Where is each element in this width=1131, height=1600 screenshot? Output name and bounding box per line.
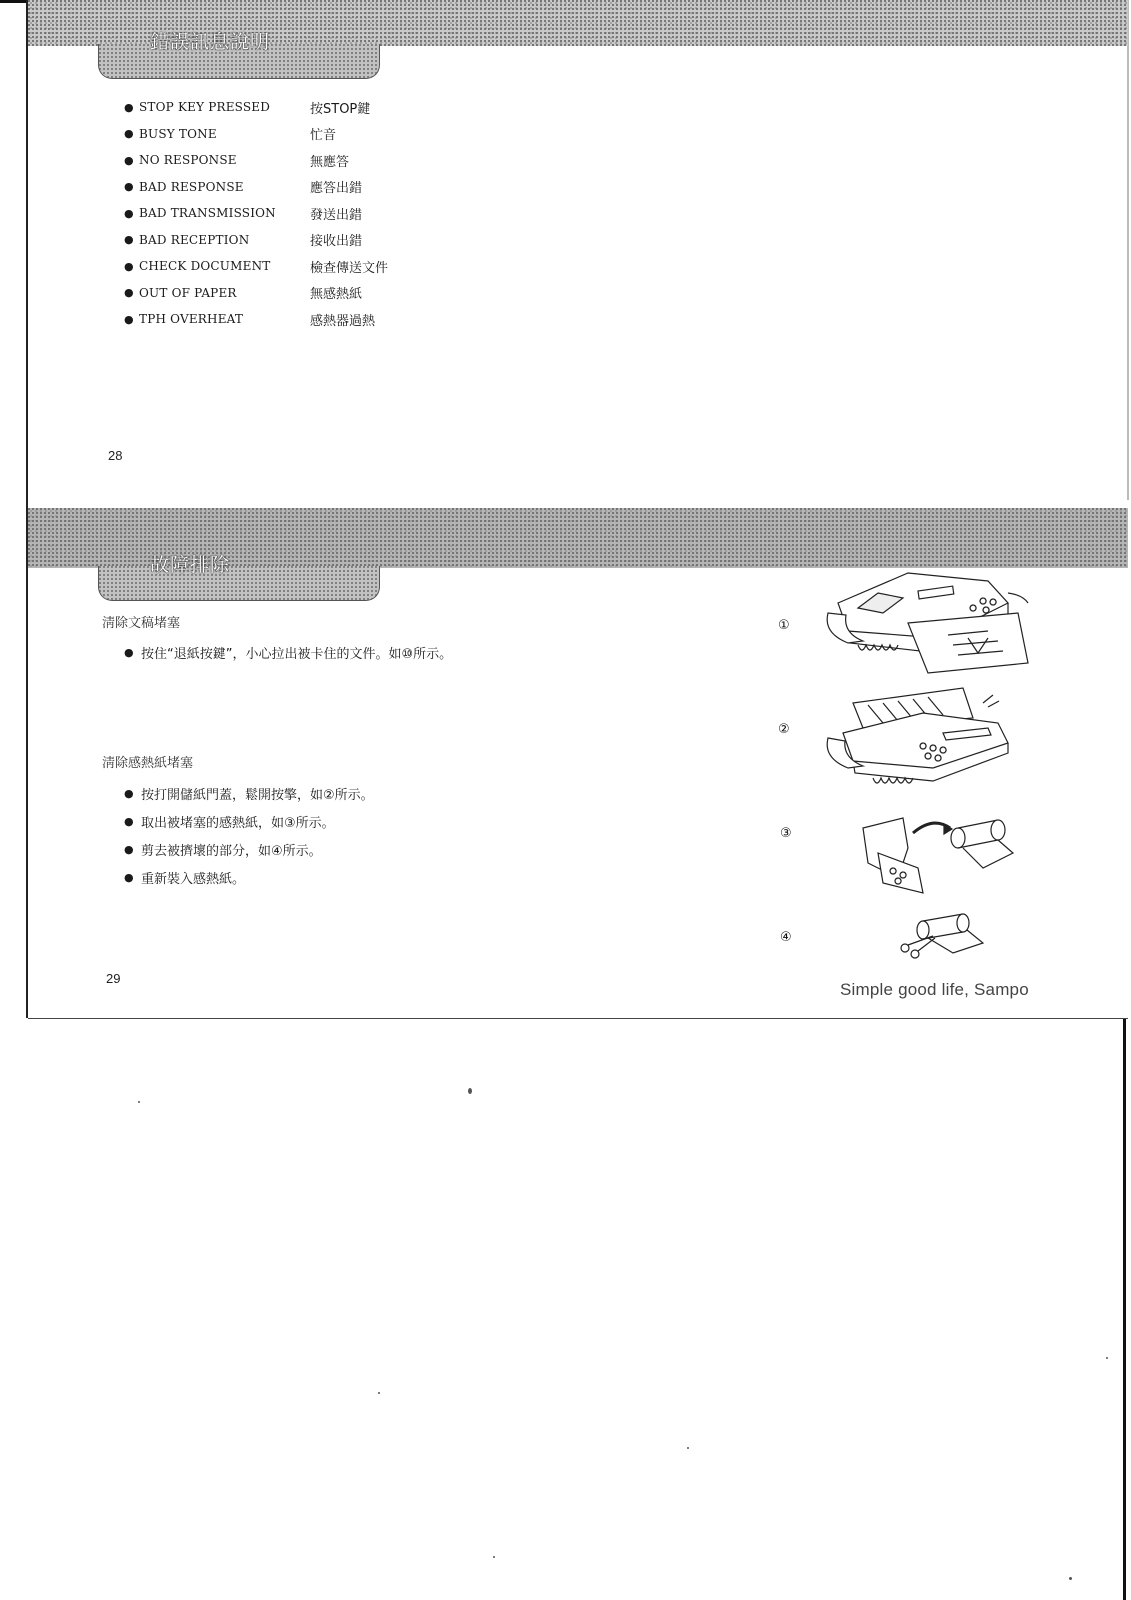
scan-speck xyxy=(1069,1577,1072,1580)
error-row xyxy=(124,174,388,201)
error-row xyxy=(124,94,388,121)
bullet-icon: ● xyxy=(124,870,134,884)
page-edge-bottom xyxy=(1123,1018,1126,1600)
figure-label-2: ② xyxy=(778,722,790,737)
page-number: 28 xyxy=(108,448,123,463)
binding-mark xyxy=(0,0,28,3)
error-code: CHECK DOCUMENT xyxy=(139,259,271,274)
scan-speck xyxy=(493,1556,495,1558)
page-29 xyxy=(28,508,1128,1019)
error-meaning: 無應答 xyxy=(310,154,350,170)
bullet-icon: ● xyxy=(124,180,134,194)
bullet-icon: ● xyxy=(124,259,134,273)
bullet-icon: ● xyxy=(124,127,134,141)
error-meaning: 應答出錯 xyxy=(310,181,363,197)
scan-speck xyxy=(1106,1357,1108,1359)
fax-machine-cover-open-figure xyxy=(823,673,1023,798)
error-code: BAD RECEPTION xyxy=(139,232,250,247)
error-meaning: 檢查傳送文件 xyxy=(310,260,389,276)
scan-speck xyxy=(138,1101,140,1103)
figure-label-1: ① xyxy=(778,618,790,633)
error-meaning: 感熱器過熱 xyxy=(310,313,376,329)
section-title: 錯誤訊息說明 xyxy=(150,31,271,53)
scan-speck xyxy=(468,1088,472,1094)
step-text: 剪去被擠壞的部分，如④所示。 xyxy=(141,843,322,859)
error-row xyxy=(124,253,388,280)
error-code: TPH OVERHEAT xyxy=(139,312,244,327)
figure-label-3: ③ xyxy=(780,826,792,841)
error-meaning: 無感熱紙 xyxy=(310,287,363,303)
bullet-icon: ● xyxy=(124,842,134,856)
error-meaning: 發送出錯 xyxy=(310,207,363,223)
error-code: NO RESPONSE xyxy=(139,153,237,168)
section-title: 故障排除 xyxy=(150,554,231,576)
bullet-icon: ● xyxy=(124,233,134,247)
step-text: 取出被堵塞的感熱紙，如③所示。 xyxy=(141,815,335,831)
bullet-icon: ● xyxy=(124,312,134,326)
error-row xyxy=(124,306,388,333)
error-code: OUT OF PAPER xyxy=(139,285,237,300)
paper-jam-steps xyxy=(124,779,374,891)
document-jam-heading: 淸除文稿堵塞 xyxy=(102,616,181,631)
scan-speck xyxy=(687,1447,689,1449)
error-meaning: 忙音 xyxy=(310,128,337,144)
step-item xyxy=(124,638,452,666)
step-item xyxy=(124,779,374,807)
scan-speck xyxy=(378,1392,380,1394)
bullet-icon: ● xyxy=(124,153,134,167)
step-text: 按住“退紙按鍵”，小心拉出被卡住的文件。如⑩所示。 xyxy=(141,646,453,662)
fax-machine-document-out-figure xyxy=(818,563,1033,678)
error-row xyxy=(124,121,388,148)
step-text: 重新裝入感熱紙。 xyxy=(141,871,246,887)
paper-roll-cutting-figure xyxy=(893,908,993,963)
error-code: BAD RESPONSE xyxy=(139,179,244,194)
document-jam-steps xyxy=(124,638,452,666)
error-row xyxy=(124,200,388,227)
error-row xyxy=(124,280,388,307)
header-tab xyxy=(98,566,380,601)
error-message-list xyxy=(124,94,388,333)
bullet-icon: ● xyxy=(124,286,134,300)
figure-label-4: ④ xyxy=(780,930,792,945)
bullet-icon: ● xyxy=(124,786,134,800)
error-row xyxy=(124,227,388,254)
error-meaning: 按STOP鍵 xyxy=(310,101,371,117)
error-row xyxy=(124,147,388,174)
brand-slogan: Simple good life, Sampo xyxy=(840,980,1029,999)
error-code: STOP KEY PRESSED xyxy=(139,100,271,115)
page-number: 29 xyxy=(106,971,121,986)
error-meaning: 接收出錯 xyxy=(310,234,363,250)
bullet-icon: ● xyxy=(124,100,134,114)
bullet-icon: ● xyxy=(124,206,134,220)
step-item xyxy=(124,863,374,891)
paper-roll-removal-figure xyxy=(858,808,1018,908)
page-28 xyxy=(28,0,1128,500)
paper-jam-heading: 淸除感熱紙堵塞 xyxy=(102,756,194,771)
step-text: 按打開儲紙門蓋，鬆開按擎，如②所示。 xyxy=(141,787,374,803)
bullet-icon: ● xyxy=(124,814,134,828)
step-item xyxy=(124,835,374,863)
error-code: BAD TRANSMISSION xyxy=(139,206,276,221)
error-code: BUSY TONE xyxy=(139,126,217,141)
step-item xyxy=(124,807,374,835)
bullet-icon: ● xyxy=(124,645,134,659)
